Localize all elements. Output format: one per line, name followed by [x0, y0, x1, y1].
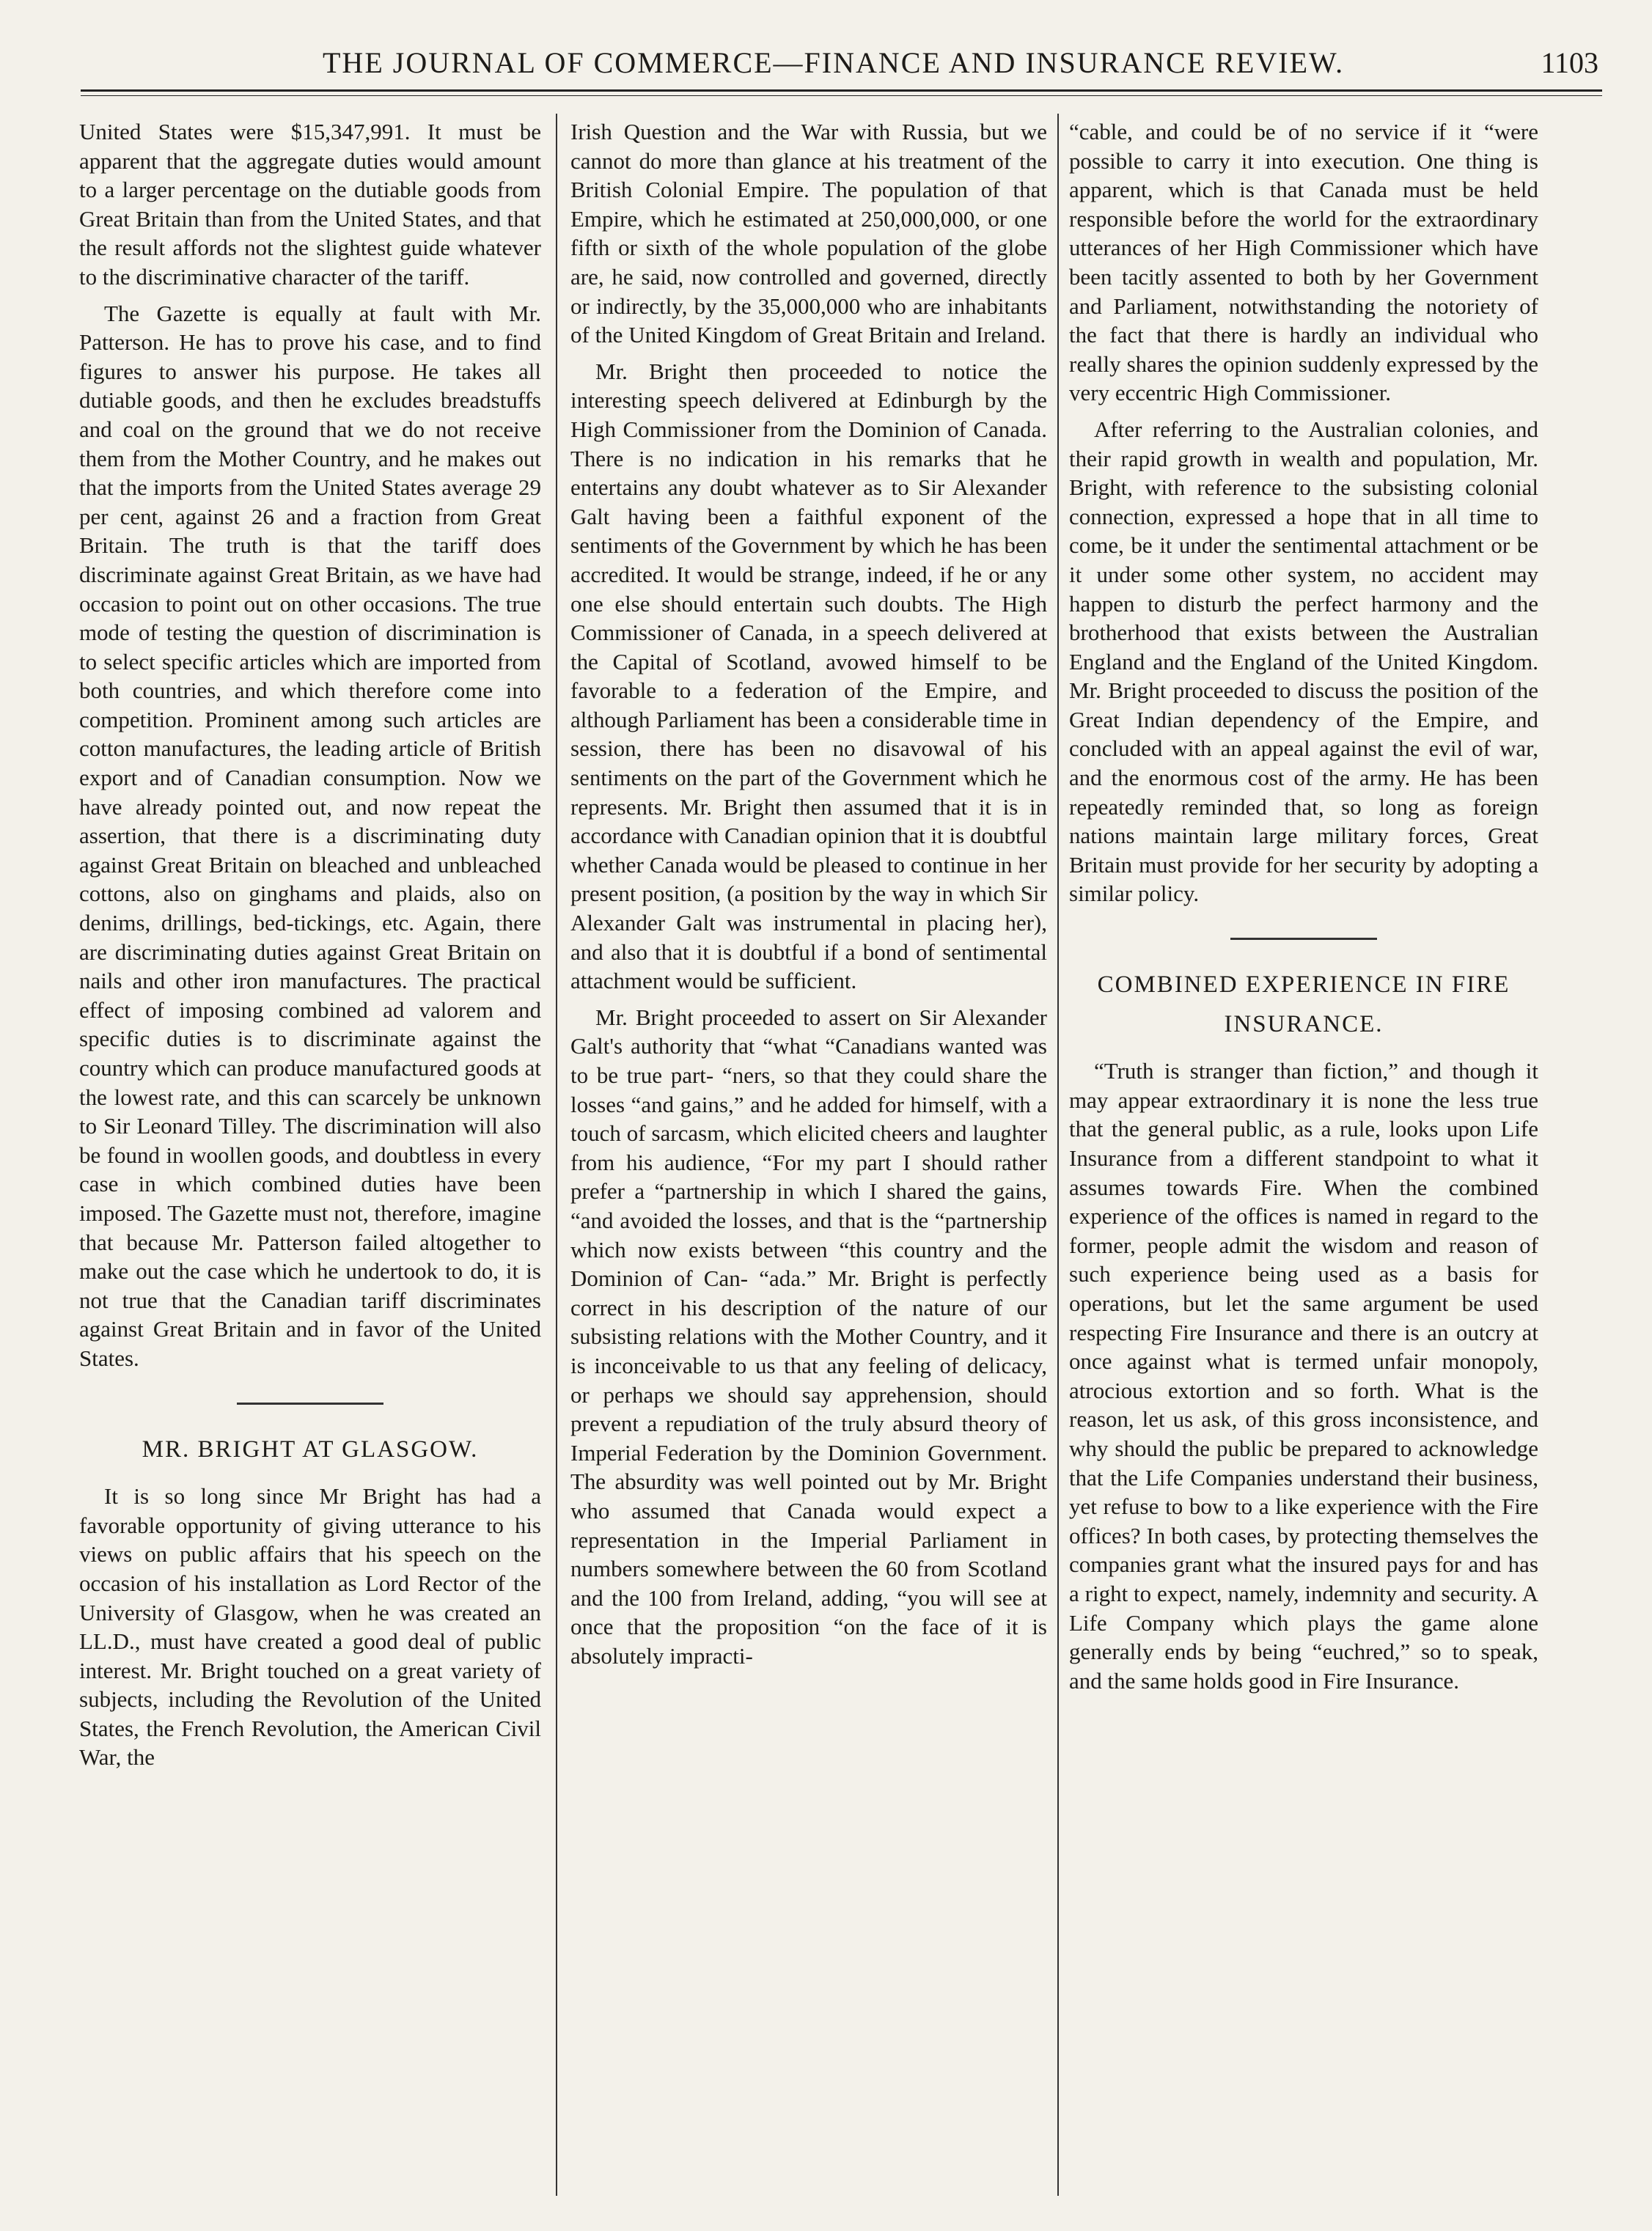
- article-paragraph: Irish Question and the War with Russia, but we cannot do more than glance at his treatment of the British Colonial Empire. The population of that Empire, which he estimated at 250,000,000, or one fifth or sixth of the whole population of the globe are, he said, now controlled and governed, directly or indirectly, by the 35,000,000 who are inhabitants of the United Kingdom of Great Britain and Ireland.: [570, 119, 1047, 348]
- column-divider-2: [1057, 114, 1059, 2196]
- journal-title: THE JOURNAL OF COMMERCE—FINANCE AND INSURANCE REVIEW.: [323, 46, 1345, 79]
- header-rule-thick: [81, 89, 1602, 92]
- column-2: [570, 117, 1047, 2199]
- section-heading: MR. BRIGHT AT GLASGOW.: [142, 1436, 479, 1463]
- article-paragraph: Mr. Bright then proceeded to notice the interesting speech delivered at Edinburgh by the High Commissioner from the Dominion of Canada. There is no indication in his remarks that he entertains any doubt whatever as to Sir Alexander Galt having been a faithful exponent of the sentiments of the Government by which he has been accredited. It would be strange, indeed, if he or any one else should entertain such doubts. The High Commissioner of Canada, in a speech delivered at the Capital of Scotland, avowed himself to be favorable to a federation of the Empire, and although Parliament has been a considerable time in session, there has been no disavowal of his sentiments on the part of the Government which he represents. Mr. Bright then assumed that it is in accordance with Canadian opinion that it is doubtful whether Canada would be pleased to continue in her present position, (a position by the way in which Sir Alexander Galt was instrumental in placing her), and also that it is doubtful if a bond of sentimental attachment would be sufficient.: [570, 358, 1047, 994]
- column-1: [79, 117, 541, 2199]
- page-number: 1103: [1541, 46, 1598, 79]
- column-divider-1: [556, 114, 557, 2196]
- column-3: [1069, 117, 1538, 2199]
- section-heading-line: COMBINED EXPERIENCE IN FIRE: [1097, 971, 1510, 999]
- article-paragraph: “Truth is stranger than fiction,” and though it may appear extraordinary it is none the less true that the general public, as a rule, looks upon Life Insurance from a different standpoint to what it assumes towards Fire. When the combined experience of the offices is named in regard to the former, people admit the wisdom and reason of such experience being used as a basis for operations, but let the same argument be used respecting Fire Insurance and there is an outcry at once against what is termed unfair monopoly, atrocious extortion and so forth. What is the reason, let us ask, of this gross inconsistence, and why should the public be prepared to acknowledge that the Life Companies understand their business, yet refuse to bow to a like experience with the Fire offices? In both cases, by protecting themselves the companies grant what the insured pays for and has a right to expect, namely, indemnity and security. A Life Company which plays the game alone generally ends by being “euchred,” so to speak, and the same holds good in Fire Insurance.: [1069, 1058, 1538, 1694]
- article-paragraph: United States were $15,347,991. It must be apparent that the aggregate duties would amount to a larger percentage on the dutiable goods from Great Britain than from the United States, and that the result affords not the slightest guide whatever to the discriminative character of the tariff.: [79, 119, 541, 290]
- article-paragraph: The Gazette is equally at fault with Mr. Patterson. He has to prove his case, and to find figures to answer his purpose. He takes all dutiable goods, and then he excludes breadstuffs and coal on the ground that we do not receive them from the Mother Country, and he makes out that the imports from the United States average 29 per cent, against 26 and a fraction from Great Britain. The truth is that the tariff does discriminate against Great Britain, as we have had occasion to point out on other occasions. The true mode of testing the question of discrimination is to select specific articles which are imported from both countries, and which therefore come into competition. Prominent among such articles are cotton manufactures, the leading article of British export and of Canadian consumption. Now we have already pointed out, and now repeat the assertion, that there is a discriminating duty against Great Britain on bleached and unbleached cottons, also on ginghams and plaids, also on denims, drillings, bed-tickings, etc. Again, there are discriminating duties against Great Britain on nails and other iron manufactures. The practical effect of imposing combined ad valorem and specific duties is to discriminate against the country which can produce manufactured goods at the lowest rate, and this can scarcely be unknown to Sir Leonard Tilley. The discrimination will also be found in woollen goods, and doubtless in every case in which combined duties have been imposed. The Gazette must not, therefore, imagine that because Mr. Patterson failed altogether to make out the case which he undertook to do, it is not true that the Canadian tariff discriminates against Great Britain and in favor of the United States.: [79, 300, 541, 1371]
- article-paragraph: “cable, and could be of no service if it “were possible to carry it into execution. One thing is apparent, which is that Canada must be held responsible before the world for the extraordinary utterances of her High Commissioner which have been tacitly assented to both by her Government and Parliament, notwithstanding the notoriety of the fact that there is hardly an individual who really shares the opinion suddenly expressed by the very eccentric High Commissioner.: [1069, 119, 1538, 406]
- header-rule-thin: [81, 95, 1602, 96]
- masthead: [81, 35, 1598, 87]
- section-divider: [237, 1403, 383, 1405]
- section-heading: [1069, 971, 1538, 1039]
- article-paragraph: After referring to the Australian colonies, and their rapid growth in wealth and population, Mr. Bright, with reference to the subsisting colonial connection, expressed a hope that in all time to come, be it under the sentimental attachment or be it under some other system, no accident may happen to disturb the perfect harmony and the brotherhood that exists between the Australian England and the England of the United Kingdom. Mr. Bright proceeded to discuss the position of the Great Indian dependency of the Empire, and concluded with an appeal against the evil of war, and the enormous cost of the army. He has been repeatedly reminded that, so long as foreign nations maintain large military forces, Great Britain must provide for her security by adopting a similar policy.: [1069, 416, 1538, 907]
- section-heading-line: INSURANCE.: [1224, 1010, 1384, 1037]
- section-divider: [1230, 938, 1377, 940]
- article-paragraph: It is so long since Mr Bright has had a favorable opportunity of giving utterance to his views on public affairs that his speech on the occasion of his installation as Lord Rector of the University of Glasgow, when he was created an LL.D., must have created a good deal of public interest. Mr. Bright touched on a great variety of subjects, including the Revolution of the United States, the French Revolution, the American Civil War, the: [79, 1483, 541, 1771]
- article-paragraph: Mr. Bright proceeded to assert on Sir Alexander Galt's authority that “what “Canadians wanted was to be true part- “ners, so that they could share the losses “and gains,” and he added for himself, with a touch of sarcasm, which elicited cheers and laughter from his audience, “For my part I should rather prefer a “partnership in which I shared the gains, “and avoided the losses, and that is the “partnership which now exists between “this country and the Dominion of Can- “ada.” Mr. Bright is perfectly correct in his description of the nature of our subsisting relations with the Mother Country, and it is inconceivable to us that any feeling of delicacy, or perhaps we should say apprehension, should prevent a repudiation of the truly absurd theory of Imperial Federation by the Dominion Government. The absurdity was well pointed out by Mr. Bright who assumed that Canada would expect a representation in the Imperial Parliament in numbers somewhere between the 60 from Scotland and the 100 from Ireland, adding, “you will see at once that the proposition “on the face of it is absolutely impracti-: [570, 1004, 1047, 1669]
